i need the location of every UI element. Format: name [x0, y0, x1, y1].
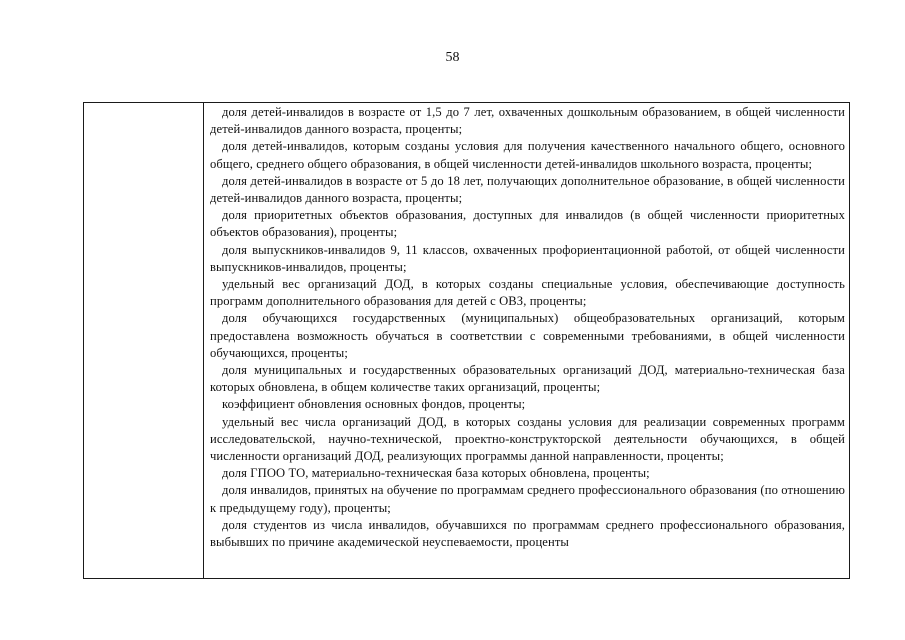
indicator-paragraph: удельный вес числа организаций ДОД, в которых созданы условия для реализации современных программ исследовательской, научно-технической, проектно-конструкторской деятельности обучающихся, в общей численности организаций ДОД, реализующих программы данной направленности, проценты;: [210, 414, 845, 464]
indicator-paragraph: доля ГПОО ТО, материально-техническая база которых обновлена, проценты;: [222, 466, 650, 481]
indicator-paragraph: доля детей-инвалидов в возрасте от 5 до 18 лет, получающих дополнительное образование, в общей численности детей-инвалидов данного возраста, проценты;: [210, 173, 845, 206]
indicator-paragraph: коэффициент обновления основных фондов, проценты;: [222, 397, 526, 412]
indicator-paragraph: доля инвалидов, принятых на обучение по программам среднего профессионального образования (по отношению к предыдущему году), проценты;: [210, 483, 845, 515]
indicator-paragraph: доля детей-инвалидов, которым созданы условия для получения качественного начального общего, основного общего, среднего общего образования, в общей численности детей-инвалидов школьного возраста, проценты;: [210, 139, 845, 171]
page-number: 58: [445, 50, 460, 65]
indicators-table: [83, 102, 850, 579]
indicator-paragraph: доля муниципальных и государственных образовательных организаций ДОД, материально-техническая база которых обновлена, в общем количестве таких организаций, проценты;: [210, 363, 845, 395]
indicator-paragraph: доля детей-инвалидов в возрасте от 1,5 до 7 лет, охваченных дошкольным образованием, в общей численности детей-инвалидов данного возраста, проценты;: [210, 105, 845, 137]
table-left-cell: [84, 103, 204, 578]
indicator-paragraph: доля обучающихся государственных (муниципальных) общеобразовательных организаций, которым предоставлена возможность обучаться в соответствии с современными требованиями, в общей численности обучающихся, проценты;: [210, 311, 845, 360]
indicator-paragraph: доля студентов из числа инвалидов, обучавшихся по программам среднего профессионального образования, выбывших по причине академической неуспеваемости, проценты: [210, 517, 845, 550]
indicator-paragraph: доля приоритетных объектов образования, доступных для инвалидов (в общей численности приоритетных объектов образования), проценты;: [210, 208, 845, 240]
indicator-paragraph: доля выпускников-инвалидов 9, 11 классов, охваченных профориентационной работой, от общей численности выпускников-инвалидов, проценты;: [210, 242, 845, 274]
indicator-paragraph: удельный вес организаций ДОД, в которых созданы специальные условия, обеспечивающие доступность программ дополнительного образования для детей с ОВЗ, проценты;: [210, 277, 845, 309]
table-right-cell: [204, 103, 849, 578]
